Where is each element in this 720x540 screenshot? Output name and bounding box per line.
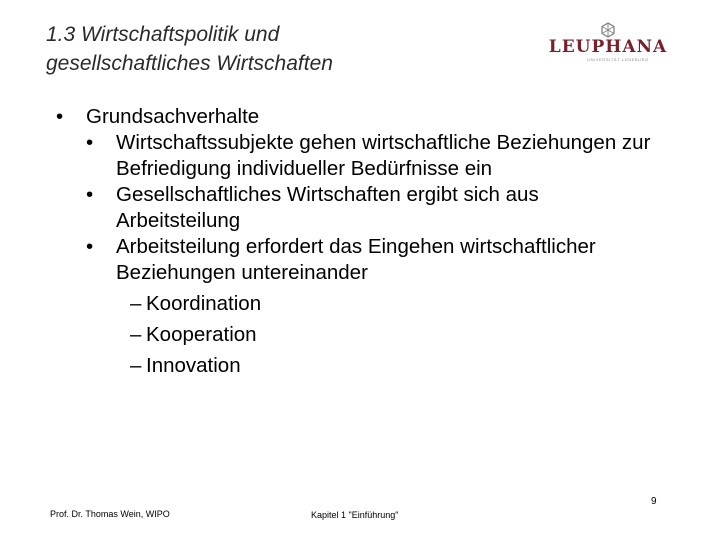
hexagon-cube-icon xyxy=(600,22,616,38)
footer-chapter: Kapitel 1 "Einführung" xyxy=(311,510,399,520)
logo-subtitle: UNIVERSITÄT LÜNEBURG xyxy=(587,57,649,62)
bullet-symbol: • xyxy=(86,235,94,258)
dash-symbol: – xyxy=(130,292,142,315)
slide-title xyxy=(46,20,476,78)
bullet-symbol: • xyxy=(56,105,64,128)
slide-title-line-2: gesellschaftliches Wirtschaften xyxy=(46,52,333,75)
bullet-symbol: • xyxy=(86,183,94,206)
list-subitem-2 xyxy=(116,322,656,348)
logo-wordmark: LEUPHANA xyxy=(548,37,668,57)
list-item-point-3 xyxy=(86,234,656,286)
page-number: 9 xyxy=(651,496,657,507)
list-item-label: Gesellschaftliches Wirtschaften ergibt sich aus Arbeitsteilung xyxy=(116,183,539,232)
footer-author: Prof. Dr. Thomas Wein, WIPO xyxy=(50,509,170,519)
bullet-list xyxy=(56,104,656,379)
list-item-point-2 xyxy=(86,182,656,234)
bullet-symbol: • xyxy=(86,131,94,154)
leuphana-logo xyxy=(546,22,670,64)
list-item-label: Grundsachverhalte xyxy=(86,105,260,128)
list-subitem-label: Koordination xyxy=(146,292,262,315)
list-subitem-label: Kooperation xyxy=(146,323,257,346)
dash-symbol: – xyxy=(130,323,142,346)
slide-title-line-1: 1.3 Wirtschaftspolitik und xyxy=(46,23,280,46)
list-subitem-label: Innovation xyxy=(146,354,241,377)
list-item-label: Arbeitsteilung erfordert das Eingehen wirtschaftlicher Beziehungen untereinander xyxy=(116,235,596,284)
list-subitem-3 xyxy=(116,353,656,379)
list-subitem-1 xyxy=(116,291,656,317)
dash-symbol: – xyxy=(130,354,142,377)
list-item-point-1 xyxy=(86,130,656,182)
list-item-label: Wirtschaftssubjekte gehen wirtschaftliche Beziehungen zur Befriedigung individueller Bedürfnisse ein xyxy=(116,131,651,180)
list-item-heading xyxy=(56,104,656,130)
